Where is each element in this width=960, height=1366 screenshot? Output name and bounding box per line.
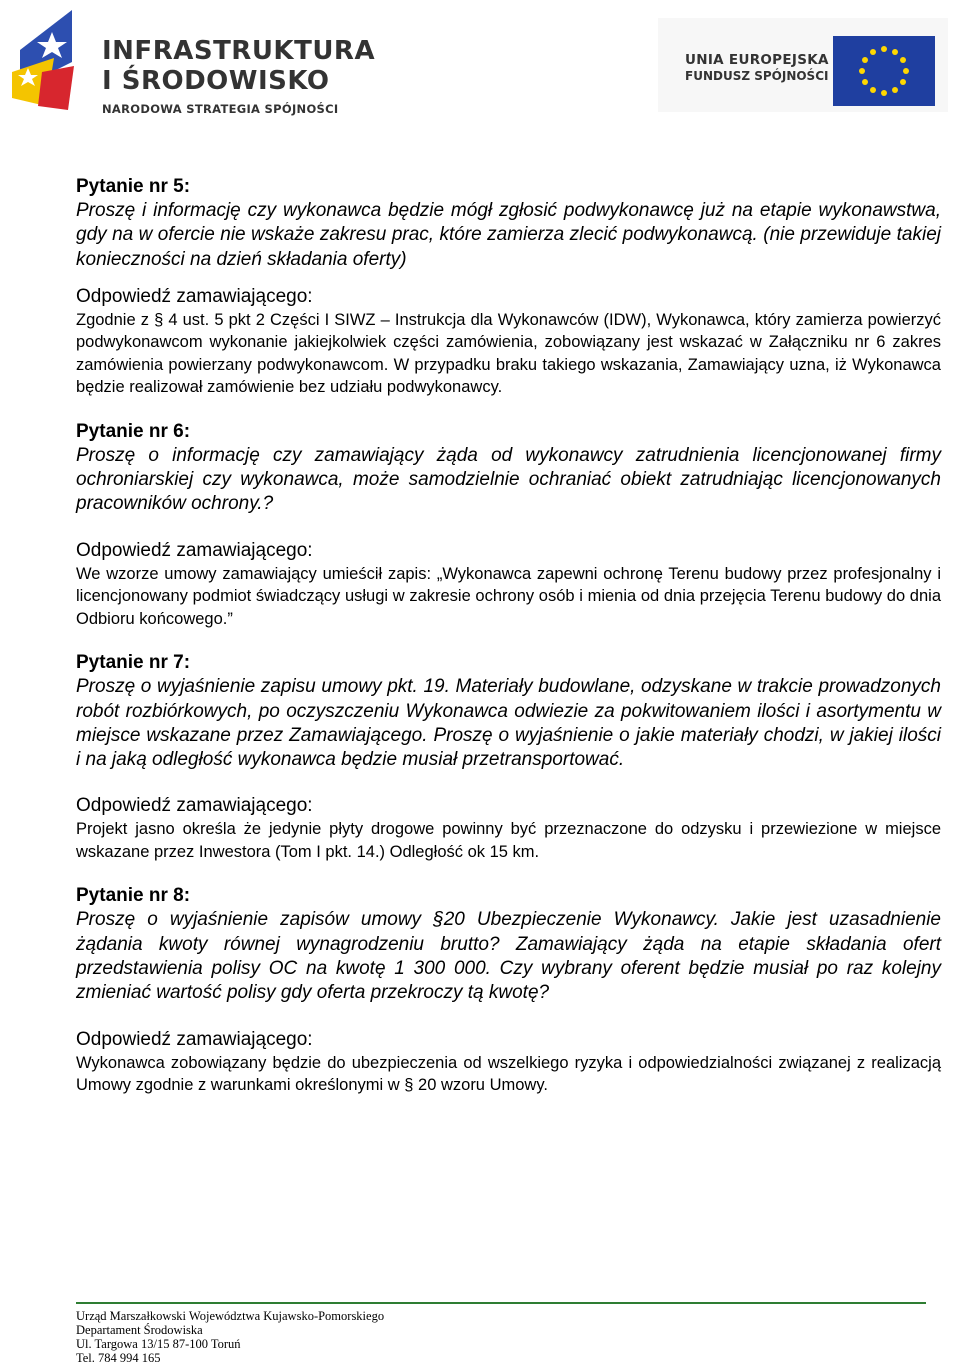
- qa-item-7: [76, 651, 941, 863]
- qa-content: [76, 175, 941, 1118]
- footer-department: Departament Środowiska: [76, 1323, 203, 1337]
- question-title: Pytanie nr 5:: [76, 176, 191, 197]
- logo-line-1: INFRASTRUKTURA: [102, 36, 376, 66]
- qa-item-6: [76, 420, 941, 630]
- answer-title: Odpowiedź zamawiającego:: [76, 539, 313, 561]
- page-header: [0, 0, 960, 130]
- logo-line-3: NARODOWA STRATEGIA SPÓJNOŚCI: [102, 102, 339, 116]
- eu-flag-icon: [833, 36, 935, 106]
- qa-item-8: [76, 884, 941, 1096]
- question-text: Proszę i informację czy wykonawca będzie mógł zgłosić podwykonawcę już na etapie wykonawstwa, gdy na w ofercie nie wskaże zakresu prac, które zamierza zlecić podwykonawcą. (nie przewiduje takiej konieczności na dzień składania oferty): [76, 200, 941, 270]
- question-text: Proszę o wyjaśnienie zapisu umowy pkt. 19. Materiały budowlane, odzyskane w trakcie prowadzonych robót rozbiórkowych, po oczyszczeniu Wykonawca odwiezie za pokwitowaniem ilości i asortymentu w miejsce wskazane przez Zamawiającego. Proszę o wyjaśnienie o jakie materiały chodzi, w jakiej ilości i na jaką odległość wykonawca będzie musiał przetransportować.: [76, 676, 941, 771]
- page-footer: [76, 1302, 928, 1365]
- qa-item-5: [76, 175, 941, 399]
- answer-title: Odpowiedź zamawiającego:: [76, 795, 313, 817]
- programme-emblem-icon: [12, 10, 98, 110]
- answer-title: Odpowiedź zamawiającego:: [76, 285, 313, 307]
- footer-address: Ul. Targowa 13/15 87-100 Toruń: [76, 1337, 241, 1351]
- answer-title: Odpowiedź zamawiającego:: [76, 1028, 313, 1050]
- logo-line-2: I ŚRODOWISKO: [102, 66, 330, 96]
- answer-text: Projekt jasno określa że jedynie płyty drogowe powinny być przeznaczone do odzysku i przewiezione w miejsce wskazane przez Inwestora (Tom I pkt. 14.) Odległość ok 15 km.: [76, 820, 941, 861]
- footer-phone: Tel. 784 994 165: [76, 1351, 161, 1365]
- eu-logo-line-1: UNIA EUROPEJSKA: [685, 52, 829, 68]
- question-text: Proszę o informację czy zamawiający żąda od wykonawcy zatrudnienia licencjonowanej firmy ochroniarskiej czy wykonawca, może samodzielnie ochraniać obiekt zatrudniając licencjonowanych pracowników ochrony.?: [76, 444, 941, 515]
- question-title: Pytanie nr 6:: [76, 420, 191, 442]
- question-title: Pytanie nr 8:: [76, 885, 191, 907]
- eu-logo-line-2: FUNDUSZ SPÓJNOŚCI: [685, 69, 829, 83]
- footer-divider: [76, 1302, 926, 1304]
- question-title: Pytanie nr 7:: [76, 652, 191, 674]
- answer-text: Wykonawca zobowiązany będzie do ubezpieczenia od wszelkiego ryzyka i odpowiedzialności związanej z realizacją Umowy zgodnie z warunkami określonymi w § 20 wzoru Umowy.: [76, 1053, 941, 1095]
- answer-text: We wzorze umowy zamawiający umieścił zapis: „Wykonawca zapewni ochronę Terenu budowy przez profesjonalny i licencjonowany podmiot świadczący usługi w zakresie ochrony osób i mienia od dnia przejęcia Terenu budowy do dnia Odbioru końcowego.”: [76, 564, 941, 628]
- question-text: Proszę o wyjaśnienie zapisów umowy §20 Ubezpieczenie Wykonawcy. Jakie jest uzasadnienie żądania kwoty równej wynagrodzeniu brutto? Zamawiający żąda na etapie składania ofert przedstawienia polisy OC na kwotę 1 300 000. Czy wybrany oferent będzie musiał po raz kolejny zmieniać wartość polisy gdy oferta przekroczy tą kwotę?: [76, 909, 941, 1004]
- footer-office: Urząd Marszałkowski Województwa Kujawsko-Pomorskiego: [76, 1309, 385, 1323]
- eu-cohesion-fund-logo: [658, 18, 948, 112]
- answer-text: Zgodnie z § 4 ust. 5 pkt 2 Części I SIWZ – Instrukcja dla Wykonawców (IDW), Wykonawca, który zamierza powierzyć podwykonawcom wykonanie jakiejkolwiek części zamówienia, zobowiązany jest wskazać w Załączniku nr 6 zakres zamówienia powierzany podwykonawcom. W przypadku braku takiego wskazania, Zamawiający uzna, iż Wykonawca będzie realizował zamówienie bez udziału podwykonawcy.: [76, 310, 941, 397]
- infrastruktura-srodowisko-logo: [12, 10, 376, 116]
